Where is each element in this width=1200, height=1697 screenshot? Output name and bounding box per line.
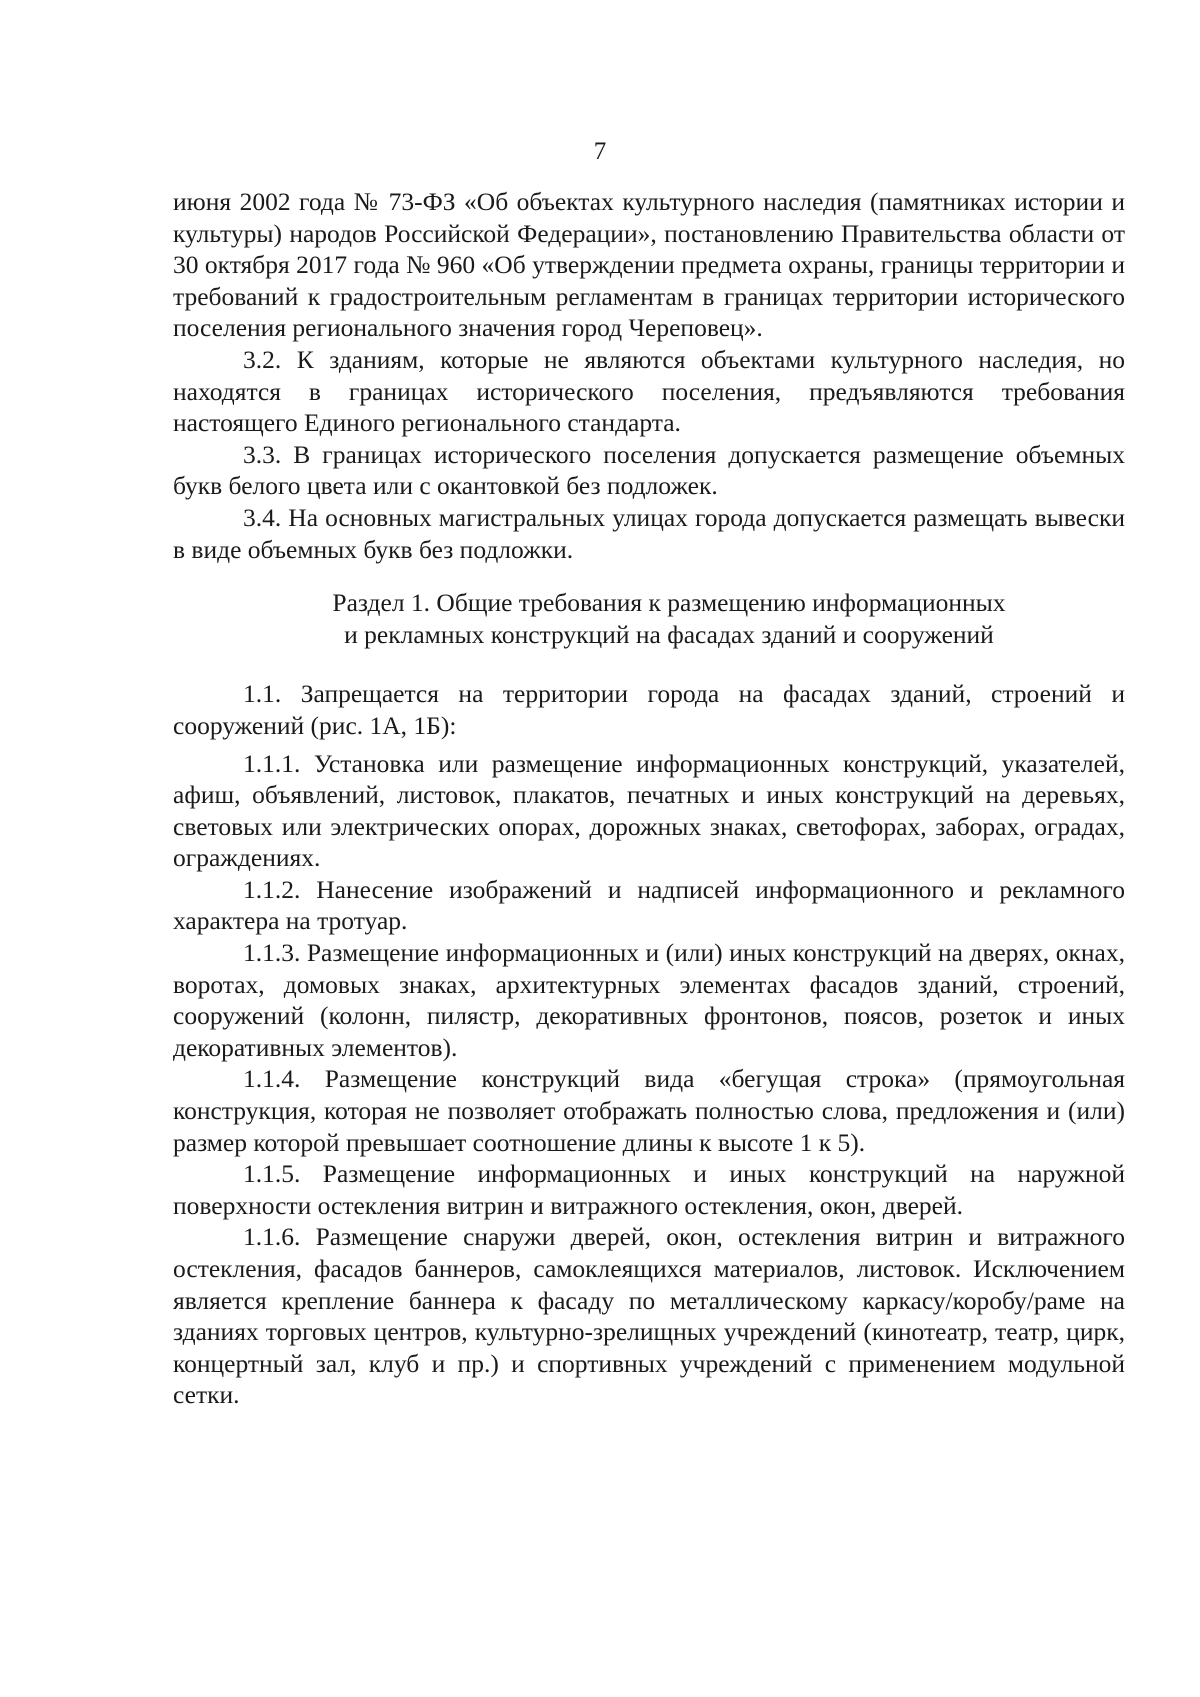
paragraph-3-3: 3.3. В границах исторического поселения допускается размещение объемных букв белого цвета или с окантовкой без подложек. bbox=[173, 439, 1125, 501]
section-heading bbox=[173, 587, 1125, 650]
paragraph-3-2: 3.2. К зданиям, которые не являются объектами культурного наследия, но находятся в границах исторического поселения, предъявляются требования настоящего Единого регионального стандарта. bbox=[173, 344, 1125, 438]
spacer bbox=[173, 565, 1125, 587]
paragraph-3-4: 3.4. На основных магистральных улицах города допускается размещать вывески в виде объемных букв без подложки. bbox=[173, 502, 1125, 564]
spacer bbox=[173, 650, 1125, 678]
section-heading-line2: и рекламных конструкций на фасадах зданий и сооружений bbox=[344, 619, 994, 649]
section-heading-line1: Раздел 1. Общие требования к размещению информационных bbox=[332, 588, 1006, 618]
paragraph-continuation: июня 2002 года № 73-ФЗ «Об объектах культурного наследия (памятниках истории и культуры) народов Российской Федерации», постановлению Правительства области от 30 октября 2017 года № 960 «Об утверждении предмета охраны, границы территории и требований к градостроительным регламентам в границах территории исторического поселения регионального значения город Череповец». bbox=[173, 187, 1125, 343]
paragraph-1-1: 1.1. Запрещается на территории города на фасадах зданий, строений и сооружений (рис. 1А, 1Б): bbox=[173, 679, 1125, 740]
page-number: 7 bbox=[593, 138, 607, 165]
paragraph-1-1-5: 1.1.5. Размещение информационных и иных конструкций на наружной поверхности остекления витрин и витражного остекления, окон, дверей. bbox=[173, 1159, 1125, 1220]
paragraph-1-1-2: 1.1.2. Нанесение изображений и надписей информационного и рекламного характера на тротуар. bbox=[173, 874, 1125, 936]
paragraph-1-1-1: 1.1.1. Установка или размещение информационных конструкций, указателей, афиш, объявлений, листовок, плакатов, печатных и иных конструкций на деревьях, световых или электрических опорах, дорожных знаках, светофорах, заборах, оградах, ограждениях. bbox=[173, 748, 1125, 873]
document-body bbox=[173, 186, 1125, 1411]
paragraph-1-1-6: 1.1.6. Размещение снаружи дверей, окон, остекления витрин и витражного остекления, фасадов баннеров, самоклеящихся материалов, листовок. Исключением является крепление баннера к фасаду по металлическому каркасу/коробу/раме на зданиях торговых центров, культурно-зрелищных учреждений (кинотеатр, театр, цирк, концертный зал, клуб и пр.) и спортивных учреждений с применением модульной сетки. bbox=[173, 1222, 1125, 1410]
paragraph-1-1-4: 1.1.4. Размещение конструкций вида «бегущая строка» (прямоугольная конструкция, которая не позволяет отображать полностью слова, предложения и (или) размер которой превышает соотношение длины к высоте 1 к 5). bbox=[173, 1064, 1125, 1157]
paragraph-1-1-3: 1.1.3. Размещение информационных и (или) иных конструкций на дверях, окнах, воротах, домовых знаках, архитектурных элементах фасадов зданий, строений, сооружений (колонн, пилястр, декоративных фронтонов, поясов, розеток и иных декоративных элементов). bbox=[173, 938, 1125, 1062]
